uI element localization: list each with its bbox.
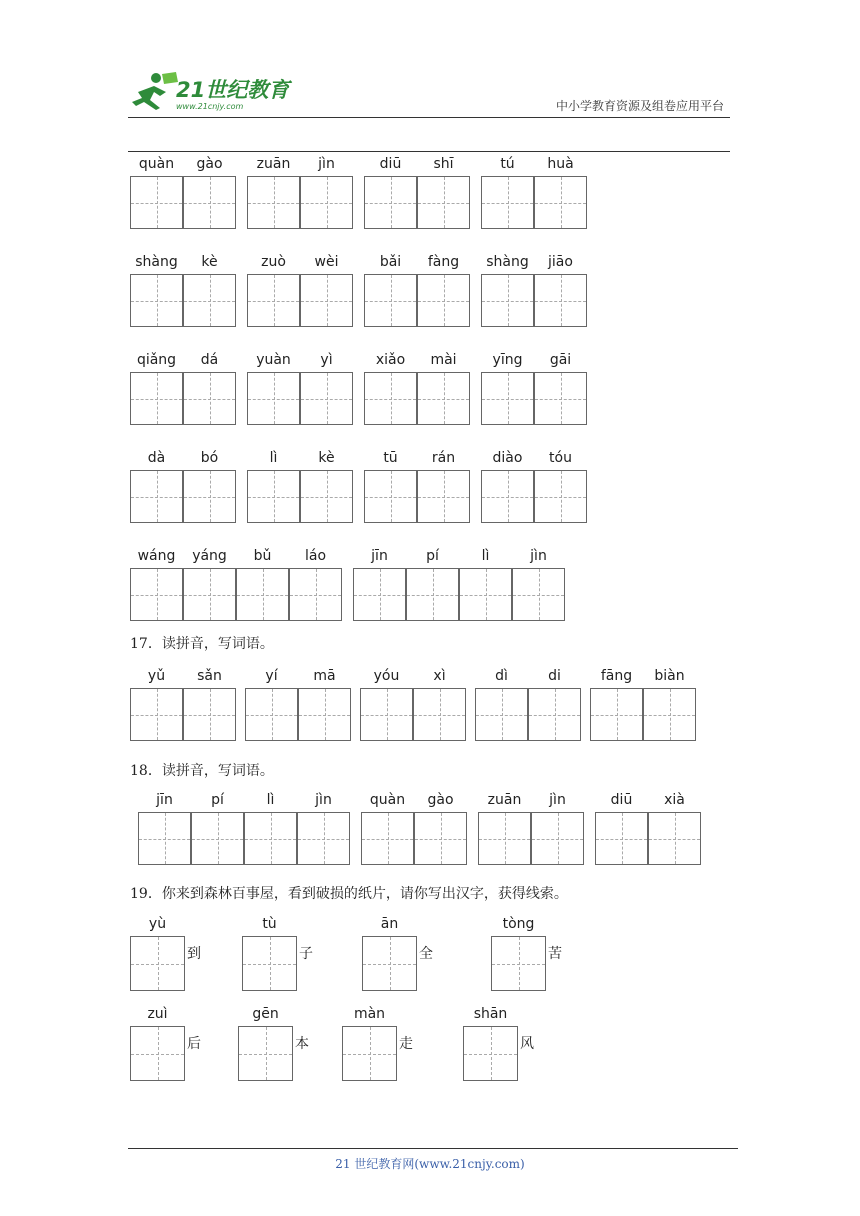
pinyin-label: yīng [492,352,523,368]
pinyin-label: jìn [318,156,335,172]
header-slogan: 中小学教育资源及组卷应用平台 [555,99,724,113]
writing-box[interactable] [459,568,512,621]
pinyin-label: lì [269,450,278,466]
writing-box[interactable] [130,470,183,523]
clue-character: 苦 [548,946,562,962]
writing-box[interactable] [236,568,289,621]
writing-box[interactable] [183,176,236,229]
writing-box[interactable] [475,688,528,741]
pinyin-label: lì [266,792,275,808]
pinyin-label: dì [495,668,508,684]
pinyin-label: kè [318,450,335,466]
writing-box[interactable] [353,568,406,621]
writing-box[interactable] [183,470,236,523]
question-19-title: 19．你来到森林百事屋，看到破损的纸片，请你写出汉字，获得线索。 [130,886,568,902]
writing-box[interactable] [648,812,701,865]
writing-box[interactable] [595,812,648,865]
writing-box[interactable] [362,936,417,991]
pinyin-label: yǔ [147,668,166,684]
pinyin-label: yáng [192,548,227,564]
writing-box[interactable] [130,1026,185,1081]
writing-box[interactable] [138,812,191,865]
writing-box[interactable] [478,812,531,865]
writing-box[interactable] [300,372,353,425]
writing-box[interactable] [463,1026,518,1081]
writing-box[interactable] [481,274,534,327]
pinyin-label: bǔ [253,548,272,564]
pinyin-label: diào [492,450,523,466]
pinyin-label: shàng [135,254,178,270]
pinyin-label: biàn [654,668,685,684]
writing-box[interactable] [481,176,534,229]
header-divider [128,117,730,118]
pinyin-label: xì [433,668,446,684]
writing-box[interactable] [417,470,470,523]
writing-box[interactable] [300,176,353,229]
writing-box[interactable] [245,688,298,741]
writing-box[interactable] [534,274,587,327]
pinyin-label: shī [433,156,454,172]
logo-text: 21世纪教育 [176,78,290,102]
writing-box[interactable] [360,688,413,741]
writing-box[interactable] [130,688,183,741]
writing-box[interactable] [534,176,587,229]
clue-character: 子 [299,946,313,962]
writing-box[interactable] [364,176,417,229]
pinyin-label: bǎi [379,254,402,270]
pinyin-label: huà [547,156,574,172]
writing-box[interactable] [300,470,353,523]
writing-box[interactable] [130,568,183,621]
writing-box[interactable] [481,372,534,425]
clue-pinyin: ān [380,916,399,932]
pinyin-label: wèi [314,254,339,270]
writing-box[interactable] [130,176,183,229]
pinyin-label: dà [147,450,166,466]
pinyin-label: tú [500,156,515,172]
pinyin-label: zuān [256,156,291,172]
clue-character: 全 [419,946,433,962]
pinyin-label: jīn [371,548,388,564]
writing-box[interactable] [590,688,643,741]
pinyin-label: diū [379,156,402,172]
pinyin-label: jīn [156,792,173,808]
writing-box[interactable] [183,372,236,425]
clue-character: 走 [399,1036,413,1052]
writing-box[interactable] [130,274,183,327]
pinyin-label: jìn [315,792,332,808]
writing-box[interactable] [191,812,244,865]
pinyin-label: shàng [486,254,529,270]
pinyin-label: xiǎo [375,352,406,368]
writing-box[interactable] [130,372,183,425]
writing-box[interactable] [289,568,342,621]
pinyin-label: láo [304,548,327,564]
writing-box[interactable] [364,372,417,425]
clue-character: 到 [187,946,201,962]
pinyin-label: diū [610,792,633,808]
writing-box[interactable] [531,812,584,865]
writing-box[interactable] [413,688,466,741]
pinyin-label: yuàn [256,352,291,368]
writing-box[interactable] [417,372,470,425]
clue-pinyin: gēn [252,1006,279,1022]
pinyin-label: fāng [600,668,633,684]
clue-character: 后 [187,1036,201,1052]
pinyin-label: pí [426,548,439,564]
clue-character: 本 [295,1036,309,1052]
pinyin-label: jìn [549,792,566,808]
footer-text: 21 世纪教育网(www.21cnjy.com) [335,1157,525,1171]
pinyin-label: zuò [261,254,286,270]
clue-pinyin: màn [353,1006,386,1022]
writing-box[interactable] [183,688,236,741]
writing-box[interactable] [361,812,414,865]
pinyin-label: fàng [427,254,460,270]
pinyin-label: mā [313,668,336,684]
writing-box[interactable] [364,470,417,523]
writing-box[interactable] [528,688,581,741]
pinyin-label: lì [481,548,490,564]
writing-box[interactable] [512,568,565,621]
writing-box[interactable] [247,176,300,229]
pinyin-label: yóu [373,668,400,684]
writing-box[interactable] [481,470,534,523]
pinyin-label: di [548,668,561,684]
logo [126,70,296,116]
writing-box[interactable] [534,372,587,425]
writing-box[interactable] [364,274,417,327]
question-18-title: 18．读拼音，写词语。 [130,763,274,779]
pinyin-label: bó [200,450,219,466]
pinyin-label: gào [427,792,454,808]
clue-pinyin: zuì [147,1006,168,1022]
writing-box[interactable] [491,936,546,991]
writing-box[interactable] [298,688,351,741]
footer-divider [128,1148,738,1149]
writing-box[interactable] [406,568,459,621]
writing-box[interactable] [417,176,470,229]
pinyin-label: gāi [549,352,572,368]
clue-pinyin: shān [473,1006,508,1022]
writing-box[interactable] [183,568,236,621]
writing-box[interactable] [414,812,467,865]
clue-pinyin: tù [262,916,277,932]
writing-box[interactable] [300,274,353,327]
pinyin-label: tū [383,450,398,466]
pinyin-label: quàn [369,792,406,808]
clue-pinyin: tòng [502,916,535,932]
writing-box[interactable] [342,1026,397,1081]
question-17-title: 17．读拼音，写词语。 [130,636,274,652]
pinyin-label: kè [201,254,218,270]
pinyin-label: jìn [530,548,547,564]
pinyin-label: mài [430,352,457,368]
pinyin-label: gào [196,156,223,172]
pinyin-label: pí [211,792,224,808]
pinyin-label: zuān [487,792,522,808]
pinyin-label: dá [200,352,219,368]
writing-box[interactable] [242,936,297,991]
writing-box[interactable] [247,274,300,327]
pinyin-label: qiǎng [136,352,177,368]
writing-box[interactable] [238,1026,293,1081]
pinyin-label: quàn [138,156,175,172]
writing-box[interactable] [247,372,300,425]
pinyin-label: yí [265,668,278,684]
writing-box[interactable] [417,274,470,327]
writing-box[interactable] [534,470,587,523]
writing-box[interactable] [183,274,236,327]
runner-logo-icon [126,70,180,114]
clue-character: 风 [520,1036,534,1052]
pinyin-label: xià [664,792,685,808]
pinyin-label: rán [431,450,456,466]
pinyin-label: jiāo [548,254,573,270]
writing-box[interactable] [244,812,297,865]
writing-box[interactable] [643,688,696,741]
pinyin-label: yì [320,352,333,368]
pinyin-label: sǎn [197,668,222,684]
section-divider [128,151,730,152]
writing-box[interactable] [297,812,350,865]
pinyin-label: tóu [549,450,572,466]
writing-box[interactable] [247,470,300,523]
logo-url: www.21cnjy.com [176,102,244,111]
pinyin-label: wáng [137,548,176,564]
clue-pinyin: yù [148,916,167,932]
writing-box[interactable] [130,936,185,991]
